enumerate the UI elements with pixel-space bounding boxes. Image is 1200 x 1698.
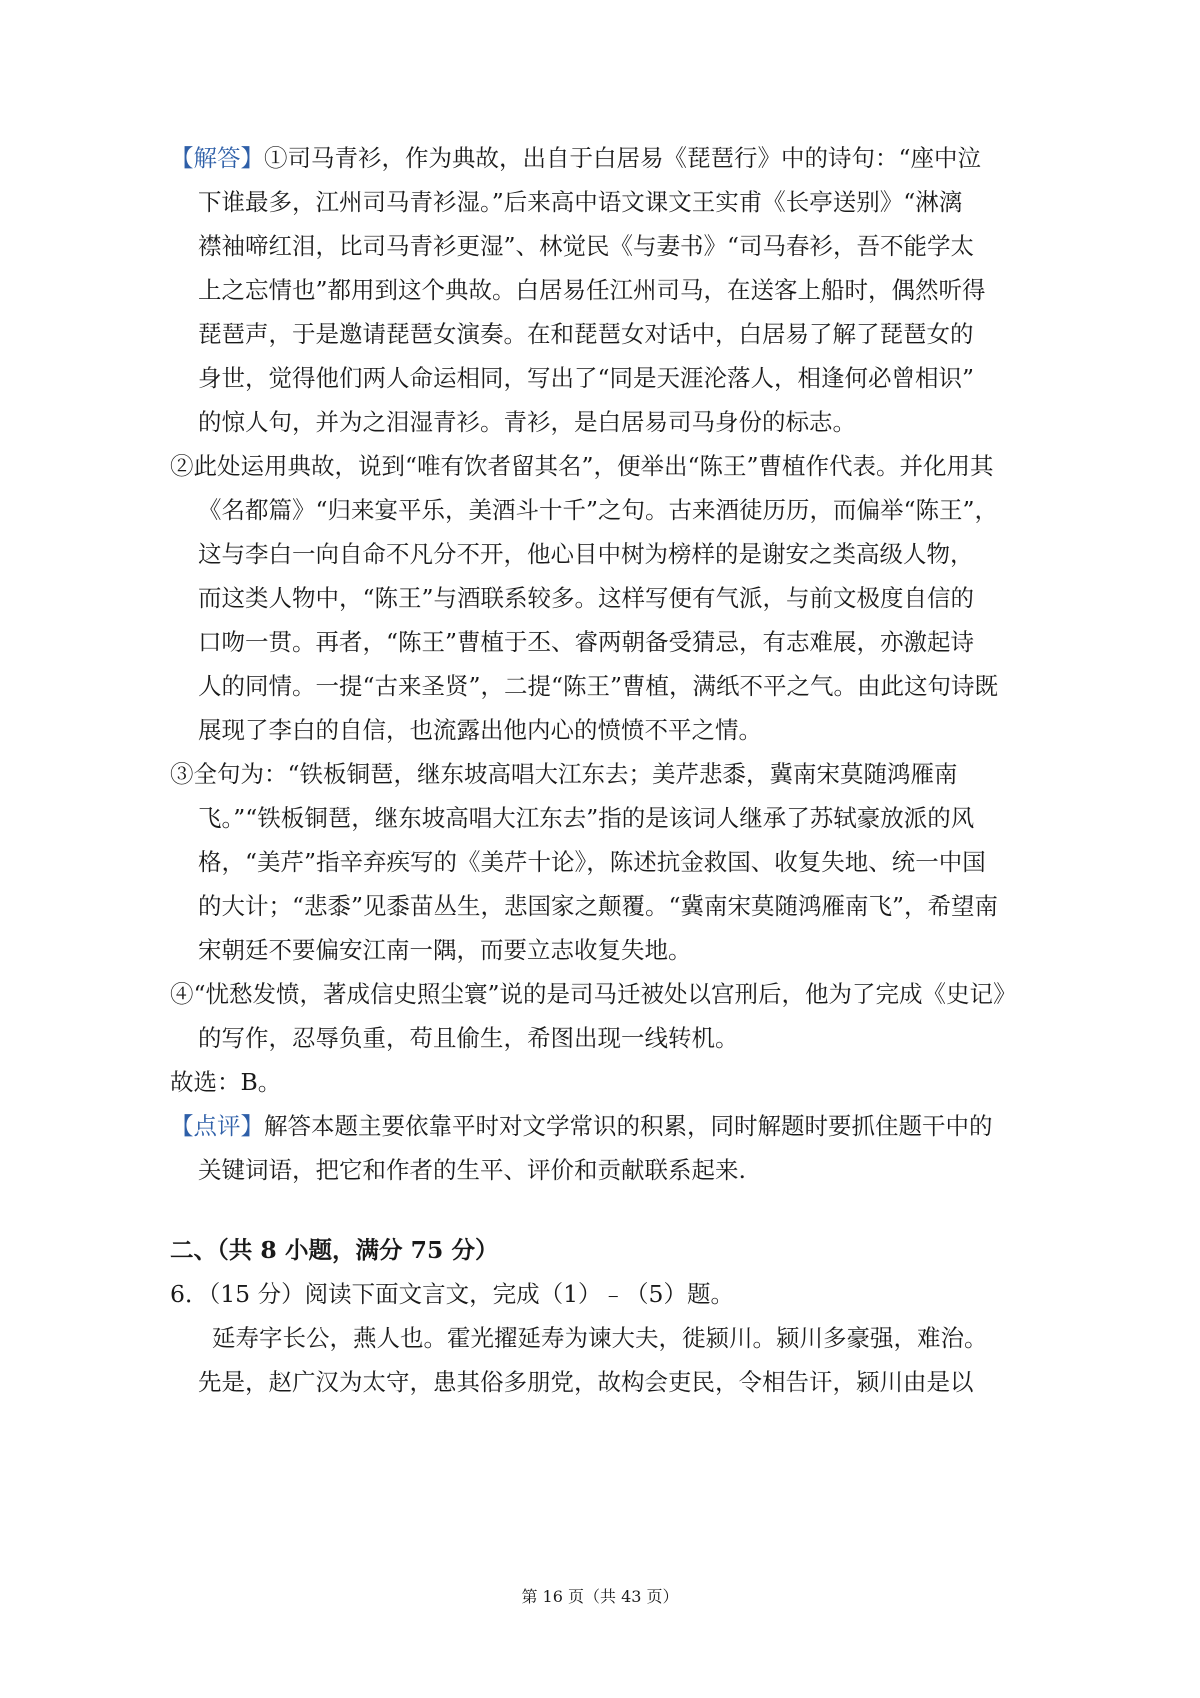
answer-line: 的大计；“悲黍”见黍苗丛生，悲国家之颠覆。“冀南宋莫随鸿雁南飞”，希望南 bbox=[198, 892, 999, 920]
answer-line: 展现了李白的自信，也流露出他内心的愤愤不平之情。 bbox=[198, 716, 762, 744]
answer-line: 飞。”“铁板铜琶，继东坡高唱大江东去”指的是该词人继承了苏轼豪放派的风 bbox=[198, 804, 975, 832]
answer-item-4: ④“忧愁发愤，著成信史照尘寰”说的是司马迁被处以宫刑后，他为了完成《史记》 bbox=[170, 980, 1017, 1008]
comment-line: 解答本题主要依靠平时对文学常识的积累，同时解题时要抓住题干中的 bbox=[264, 1112, 993, 1140]
answer-tag: 【解答】 bbox=[170, 144, 264, 172]
answer-line: 格，“美芹”指辛弃疾写的《美芹十论》，陈述抗金救国、收复失地、统一中国 bbox=[198, 848, 986, 876]
answer-line: 下谁最多，江州司马青衫湿。”后来高中语文课文王实甫《长亭送别》“淋漓 bbox=[198, 188, 963, 216]
comment-line: 关键词语，把它和作者的生平、评价和贡献联系起来. bbox=[198, 1156, 746, 1184]
passage-line: 延寿字长公，燕人也。霍光擢延寿为谏大夫，徙颍川。颍川多豪强，难治。 bbox=[212, 1324, 988, 1352]
comment-first-line bbox=[170, 1110, 993, 1142]
answer-line: 襟袖啼红泪，比司马青衫更湿”、林觉民《与妻书》“司马春衫，吾不能学太 bbox=[198, 232, 975, 260]
answer-item-3: ③全句为：“铁板铜琶，继东坡高唱大江东去；美芹悲黍，冀南宋莫随鸿雁南 bbox=[170, 760, 958, 788]
answer-line: 而这类人物中，“陈王”与酒联系较多。这样写便有气派，与前文极度自信的 bbox=[198, 584, 975, 612]
answer-item-2: ②此处运用典故，说到“唯有饮者留其名”，便举出“陈王”曹植作代表。并化用其 bbox=[170, 452, 994, 480]
passage-line: 先是，赵广汉为太守，患其俗多朋党，故构会吏民，令相告讦，颍川由是以 bbox=[198, 1368, 974, 1396]
answer-line: 《名都篇》“归来宴平乐，美酒斗十千”之句。古来酒徒历历，而偏举“陈王”， bbox=[198, 496, 999, 524]
answer-line: 这与李白一向自命不凡分不开，他心目中树为榜样的是谢安之类高级人物， bbox=[198, 540, 974, 568]
page-footer: 第 16 页（共 43 页） bbox=[521, 1587, 679, 1606]
answer-conclusion: 故选：B。 bbox=[170, 1068, 282, 1096]
answer-first-line bbox=[170, 142, 981, 174]
answer-line: 口吻一贯。再者，“陈王”曹植于丕、睿两朝备受猜忌，有志难展，亦激起诗 bbox=[198, 628, 975, 656]
answer-line: 人的同情。一提“古来圣贤”，二提“陈王”曹植，满纸不平之气。由此这句诗既 bbox=[198, 672, 999, 700]
comment-tag: 【点评】 bbox=[170, 1112, 264, 1140]
answer-line: 的惊人句，并为之泪湿青衫。青衫，是白居易司马身份的标志。 bbox=[198, 408, 856, 436]
answer-line: 琵琶声，于是邀请琵琶女演奏。在和琵琶女对话中，白居易了解了琵琶女的 bbox=[198, 320, 974, 348]
answer-line: 的写作，忍辱负重，苟且偷生，希图出现一线转机。 bbox=[198, 1024, 739, 1052]
answer-line: ①司马青衫，作为典故，出自于白居易《琵琶行》中的诗句：“座中泣 bbox=[264, 144, 982, 172]
answer-line: 身世，觉得他们两人命运相同，写出了“同是天涯沦落人，相逢何必曾相识” bbox=[198, 364, 975, 392]
question-stem: 6．（15 分）阅读下面文言文，完成（1）﹣（5）题。 bbox=[170, 1280, 734, 1308]
section-heading: 二、（共 8 小题，满分 75 分） bbox=[170, 1236, 499, 1264]
answer-line: 宋朝廷不要偏安江南一隅，而要立志收复失地。 bbox=[198, 936, 692, 964]
answer-line: 上之忘情也”都用到这个典故。白居易任江州司马，在送客上船时，偶然听得 bbox=[198, 276, 986, 304]
